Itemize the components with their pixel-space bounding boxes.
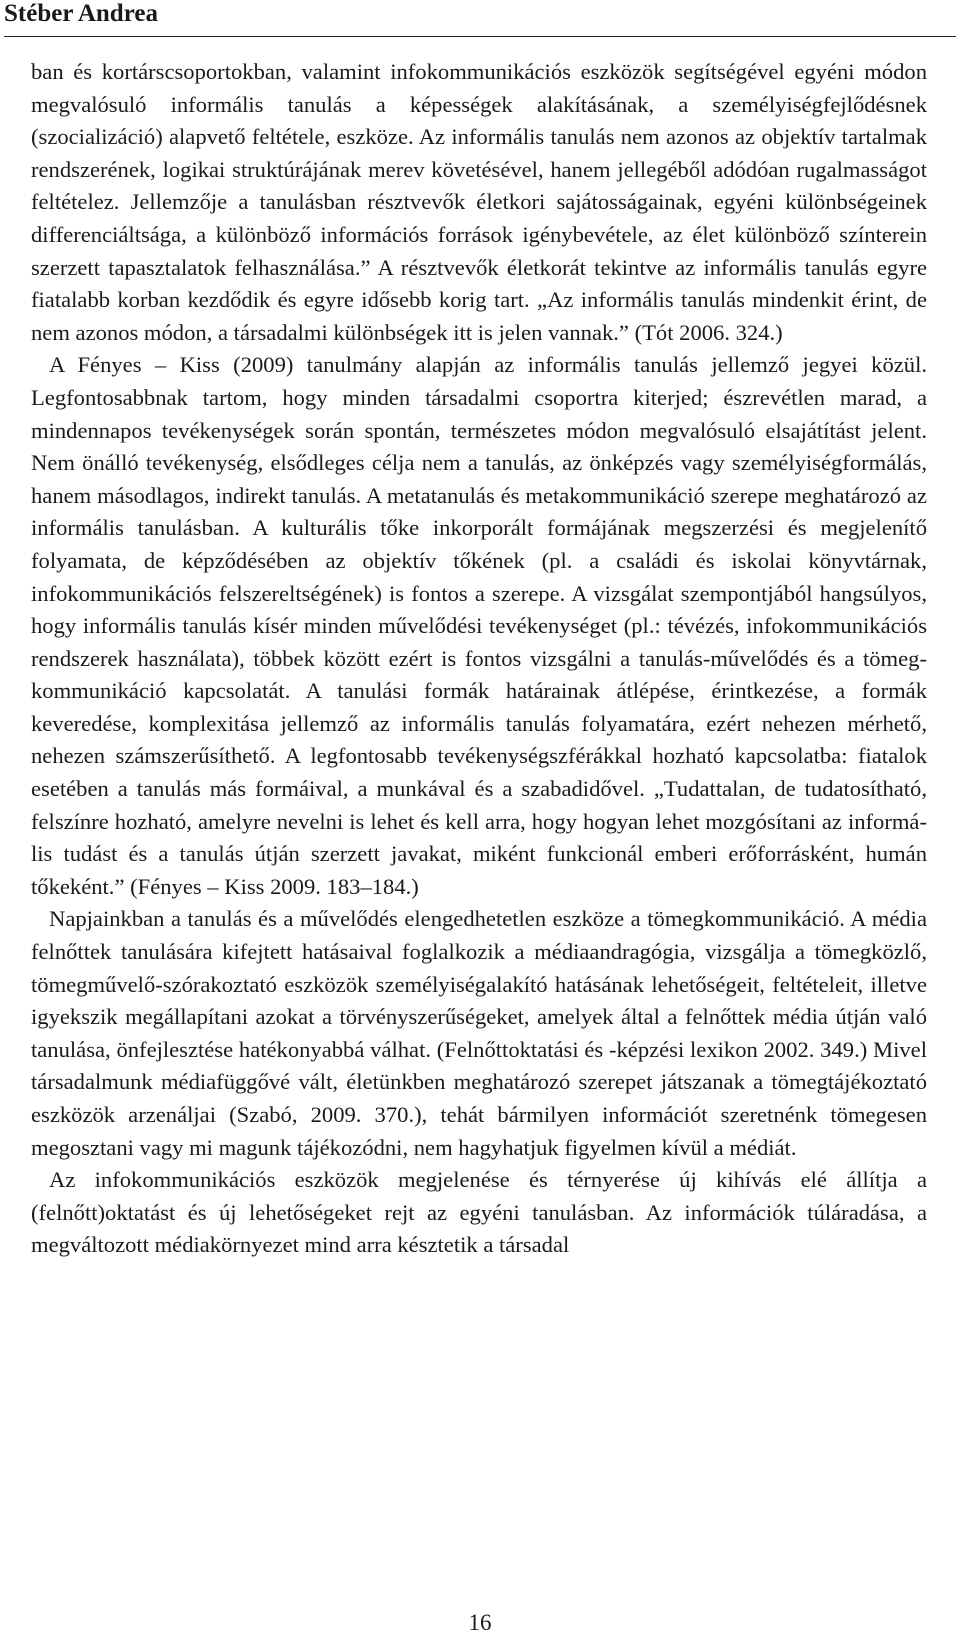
page-number: 16 <box>468 1610 492 1635</box>
paragraph-4: Az infokommunikációs eszközök megjelenése és térnyerése új kihívás elé állítja a (felnőtt)oktatást és új lehetőségeket rejt az egyéni tanulásban. Az információk túláradása, a megváltozott médiakörnyezet mind arra késztetik a társadal <box>31 1167 927 1258</box>
paragraph-3: Napjainkban a tanulás és a művelődés elengedhetetlen eszköze a tömegkommunikáció. A média felnőttek tanulására kifejtett hatásaival foglalkozik a médiaandragógia, vizsgálja a tömegközlő, tömegművelő-szórakoztató eszközök személyiségalakító hatásának lehetőségeit, feltételeit, illetve igyekszik megállapítani azokat a törvényszerűségeket, amelyek által a felnőttek média útján való tanulása, önfejlesztése hatékonyabbá válhat. (Felnőttoktatási és -képzési lexikon 2002. 349.) Mivel társadalmunk médiafüggővé vált, életünkben meghatározó szerepet játszanak a tömegtájékoztató eszközök arzenáljai (Szabó, 2009. 370.), tehát bármilyen információt szeretnénk tömegesen megosztani vagy mi magunk tájékozódni, nem hagyhatjuk figyelmen kívül a médiát. <box>31 906 927 1160</box>
paragraph-2: A Fényes – Kiss (2009) tanulmány alapján az informális tanulás jellemző jegyei közül. Legfontosabbnak tartom, hogy minden társadalmi csoportra kiterjed; észrevétlen marad, a mindennapos tevékenységek során spontán, természetes módon megvalósuló elsajátítást jelent. Nem önálló tevékenység, elsődleges célja nem a tanulás, az önképzés vagy személyiségformálás, hanem másodlagos, indirekt tanulás. A metatanulás és metakommunikáció szerepe meghatározó az informális tanulásban. A kulturális tőke inkorporált formájának megszerzési és megjelenítő folyamata, de képződésében az objektív tőkének (pl. a családi és iskolai könyvtárnak, infokommunikációs felszereltségének) is fontos a szerepe. A vizsgálat szempontjából hangsúlyos, hogy informális tanulás kísér minden művelődési tevékenységet (pl.: tévézés, infokommunikációs rendszerek használata), többek között ezért is fontos vizsgálni a tanulás-művelődés és a tömegkommunikáció kapcsolatát. A tanulási formák határainak átlépése, érintkezése, a formák keveredése, komplexitása jellemző az informális tanulás folyamatára, ezért nehezen mérhető, nehezen számszerűsíthető. A legfontosabb tevékenységszférákkal hozható kapcsolatba: fiatalok esetében a tanulás más formáival, a munkával és a szabadidővel. „Tudattalan, de tudatosítható, felszínre hozható, amelyre nevelni is lehet és kell arra, hogy hogyan lehet mozgósítani az informális tudást és a tanulás útján szerzett javakat, miként funkcionál emberi erőforrásként, humán tőkeként.” (Fényes – Kiss 2009. 183–184.) <box>31 352 927 899</box>
running-header <box>4 0 956 37</box>
paragraph-1: ban és kortárscsoportokban, valamint infokommunikációs eszközök segítségével egyéni módon megvalósuló informális tanulás a képességek alakításának, a személyiségfejlődésnek (szocializáció) alapvető feltétele, eszköze. Az informális tanulás nem azonos az objektív tartalmak rendszerének, logikai struktúrájának merev követésével, hanem jellegéből adódóan rugalmasságot feltételez. Jellemzője a tanulásban résztvevők életkori sajátosságainak, egyéni különbségeinek differenciáltsága, a különböző információs források igénybevétele, az élet különböző színterein szerzett tapasztalatok felhasználása.” A résztvevők életkorát tekintve az informális tanulás egyre fiatalabb korban kezdődik és egyre idősebb korig tart. „Az informális tanulás mindenkit érint, de nem azonos módon, a társadalmi különbségek itt is jelen vannak.” (Tót 2006. 324.) <box>31 59 927 345</box>
author-name: Stéber Andrea <box>4 0 158 27</box>
body-text <box>31 56 927 1262</box>
